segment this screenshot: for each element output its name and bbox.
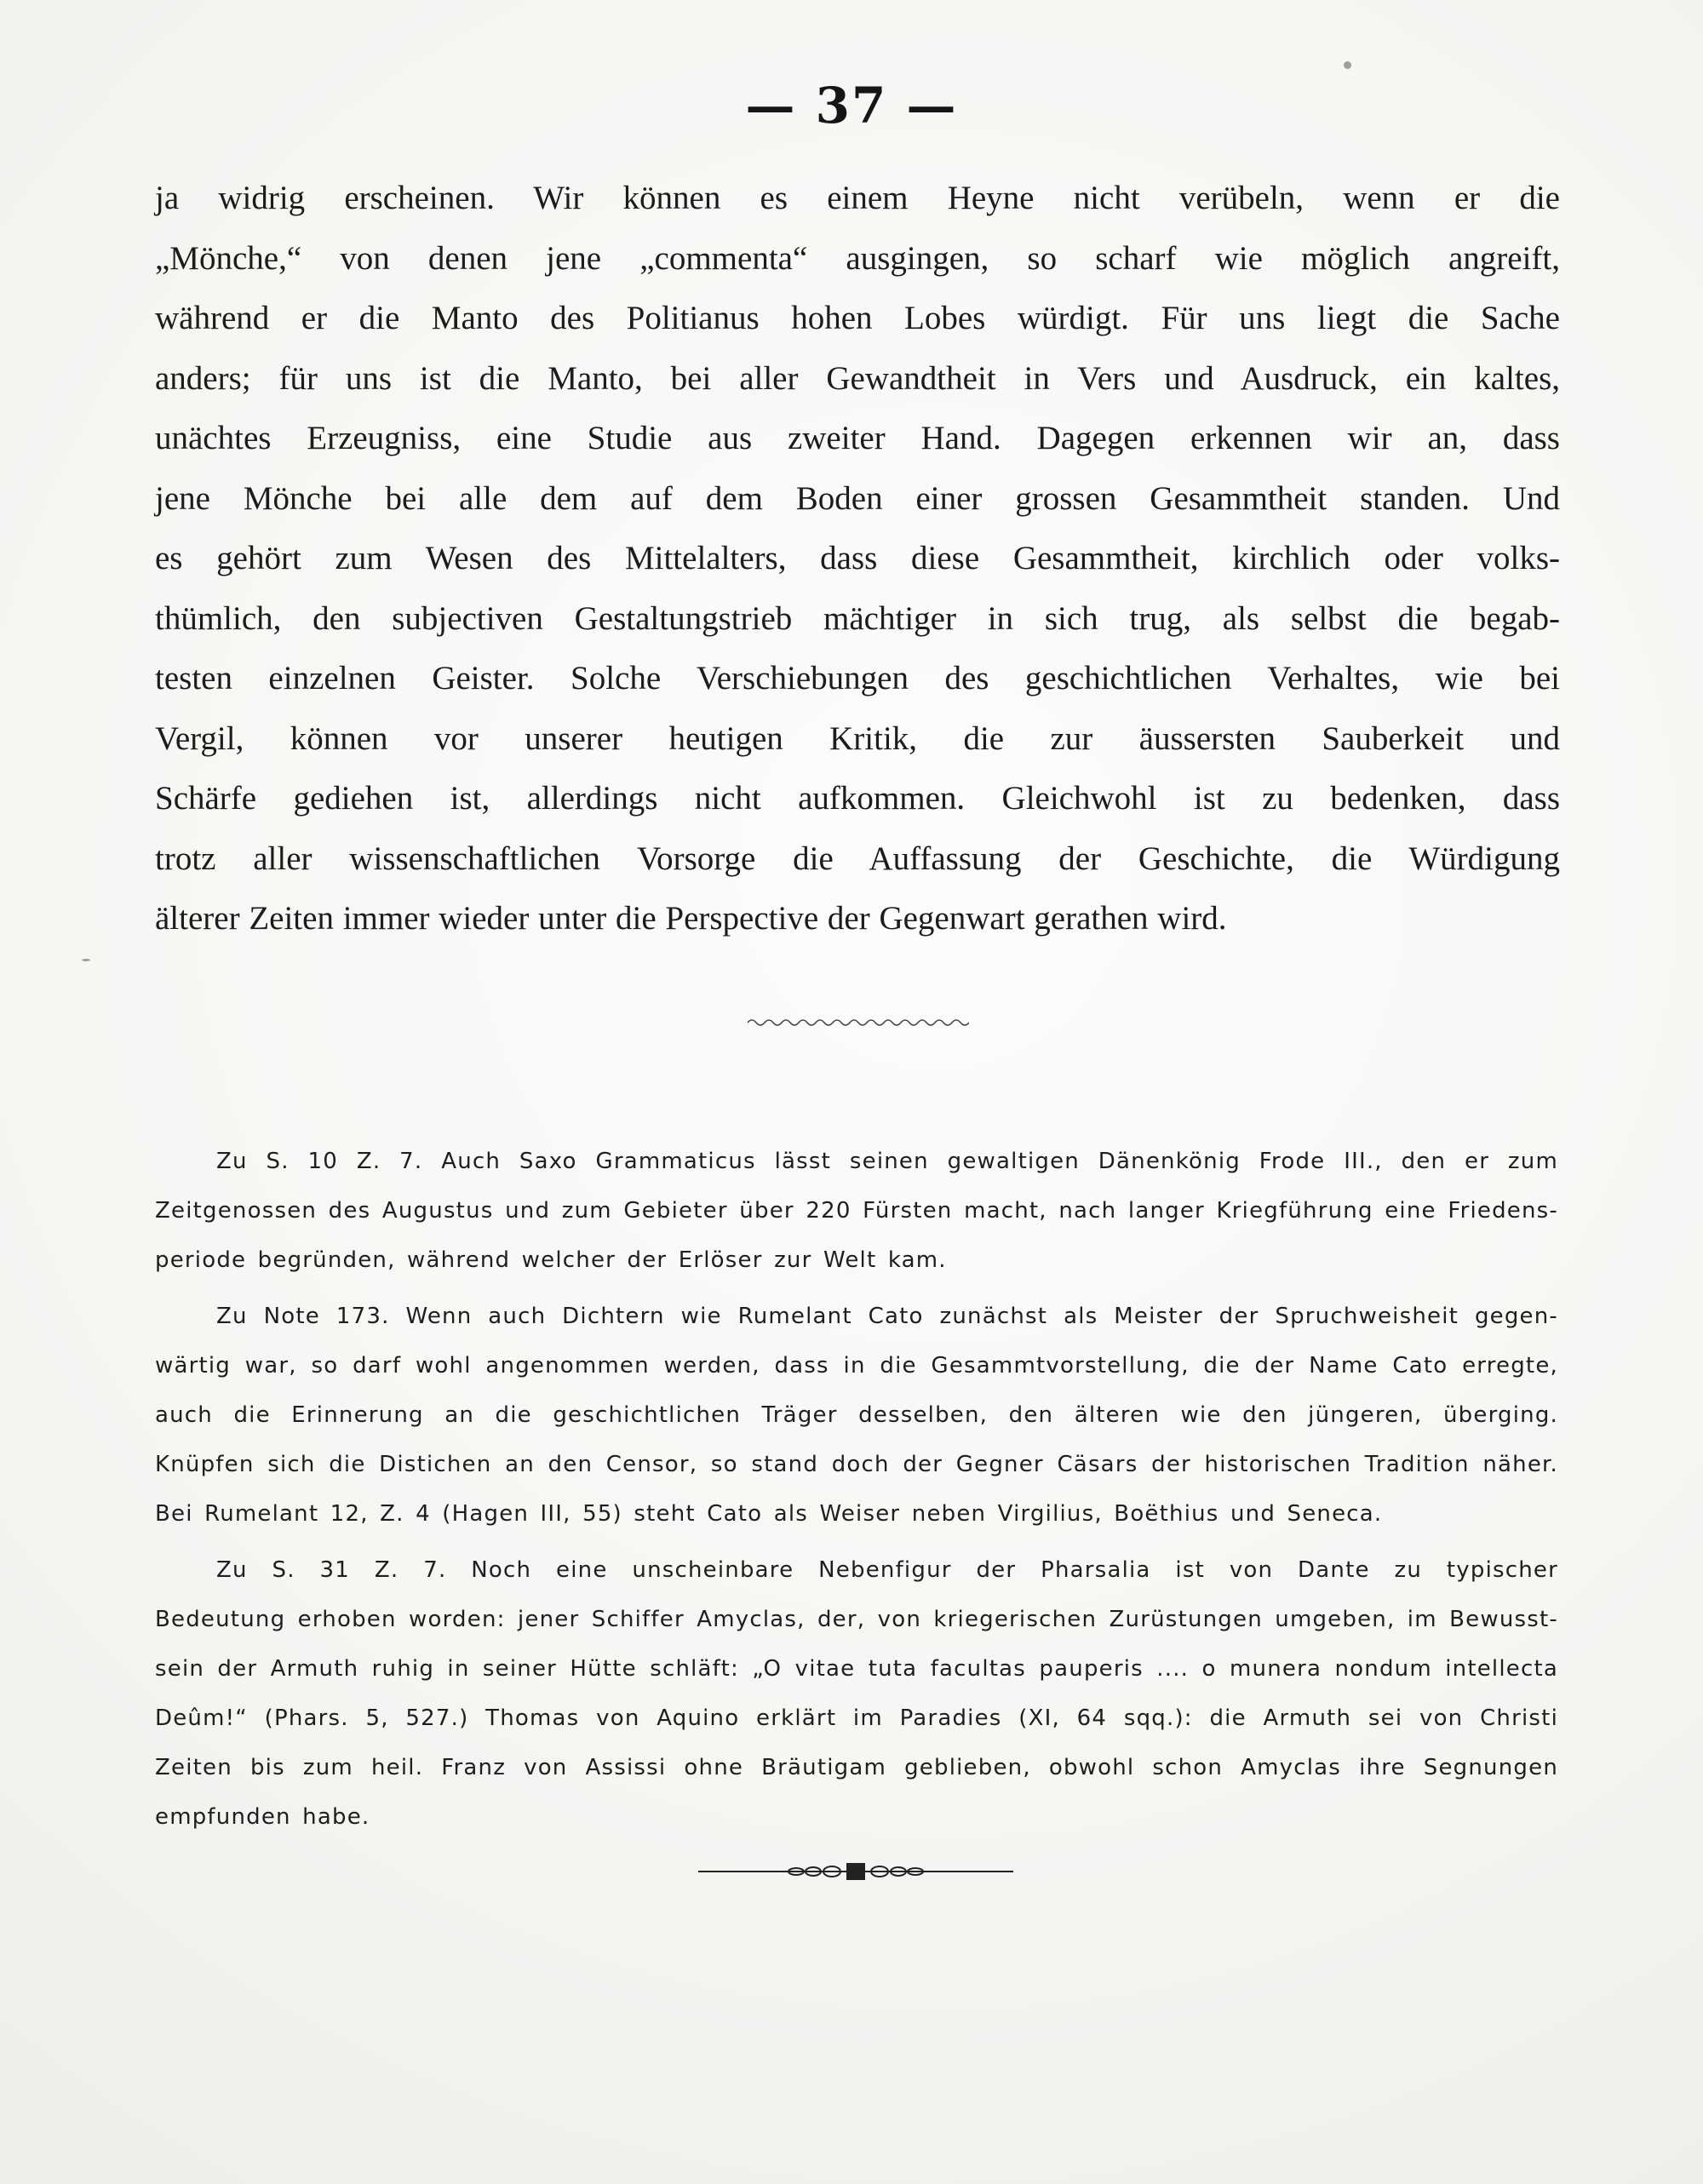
footnote [155,1137,1558,1285]
body-line: testen einzelnen Geister. Solche Verschiebungen des geschichtlichen Verhaltes, wie bei [155,660,1560,696]
footnote-line: Bei Rumelant 12, Z. 4 (Hagen III, 55) steht Cato als Weiser neben Virgilius, Boëthius und Seneca. [155,1501,1383,1527]
footnote-line: Knüpfen sich die Distichen an den Censor, so stand doch der Gegner Cäsars der historischen Tradition näher. [155,1452,1558,1477]
footnote-line: Zeiten bis zum heil. Franz von Assissi ohne Bräutigam geblieben, obwohl schon Amyclas ihre Segnungen [155,1755,1558,1780]
paper-speck [82,959,90,961]
footnote-line: Deûm!“ (Phars. 5, 527.) Thomas von Aquino erklärt im Paradies (XI, 64 sqq.): die Armuth sei von Christi [155,1705,1558,1731]
footnote-line: auch die Erinnerung an die geschichtlichen Träger desselben, den älteren wie den jüngeren, überging. [155,1402,1558,1428]
main-body-text [155,169,1560,949]
body-line: ja widrig erscheinen. Wir können es einem Heyne nicht verübeln, wenn er die [155,180,1560,216]
body-line: „Mönche,“ von denen jene „commenta“ ausgingen, so scharf wie möglich angreift, [155,239,1560,277]
footnote-line: Zu S. 31 Z. 7. Noch eine unscheinbare Nebenfigur der Pharsalia ist von Dante zu typischer [216,1557,1558,1583]
body-line: unächtes Erzeugniss, eine Studie aus zweiter Hand. Dagegen erkennen wir an, dass [155,420,1560,456]
footnote [155,1545,1558,1842]
body-line: es gehört zum Wesen des Mittelalters, dass diese Gesammtheit, kirchlich oder volks- [155,540,1560,576]
body-line: thümlich, den subjectiven Gestaltungstrieb mächtiger in sich trug, als selbst die begab- [155,599,1560,637]
page-number: — 37 — [745,77,958,135]
body-line: Vergil, können vor unserer heutigen Kritik, die zur äussersten Sauberkeit und [155,719,1560,757]
wavy-divider [748,1015,969,1030]
footnote-line: wärtig war, so darf wohl angenommen werden, dass in die Gesammtvorstellung, die der Name Cato erregte, [155,1353,1558,1379]
footnotes [155,1137,1558,1849]
footnote-line: Zeitgenossen des Augustus und zum Gebieter über 220 Fürsten macht, nach langer Kriegführung eine Friedens- [155,1198,1558,1224]
body-line: älterer Zeiten immer wieder unter die Perspective der Gegenwart gerathen wird. [155,900,1227,937]
body-line: während er die Manto des Politianus hohen Lobes würdigt. Für uns liegt die Sache [155,300,1560,336]
footnote-line: empfunden habe. [155,1804,370,1830]
footnote-line: periode begründen, während welcher der Erlöser zur Welt kam. [155,1247,947,1273]
body-line: trotz aller wissenschaftlichen Vorsorge die Auffassung der Geschichte, die Würdigung [155,840,1560,877]
footnote-line: Zu Note 173. Wenn auch Dichtern wie Rumelant Cato zunächst als Meister der Spruchweisheit gegen- [216,1304,1558,1329]
footnote-line: Zu S. 10 Z. 7. Auch Saxo Grammaticus lässt seinen gewaltigen Dänenkönig Frode III., den er zum [216,1149,1558,1174]
end-ornament [698,1856,1013,1887]
body-line: Schärfe gediehen ist, allerdings nicht aufkommen. Gleichwohl ist zu bedenken, dass [155,780,1560,817]
paper-speck [1344,61,1351,69]
body-line: anders; für uns ist die Manto, bei aller Gewandtheit in Vers und Ausdruck, ein kaltes, [155,359,1560,397]
footnote [155,1292,1558,1539]
body-line: jene Mönche bei alle dem auf dem Boden einer grossen Gesammtheit standen. Und [155,479,1560,517]
footnote-line: sein der Armuth ruhig in seiner Hütte schläft: „O vitae tuta facultas pauperis .... o munera nondum intellecta [155,1656,1558,1682]
footnote-line: Bedeutung erhoben worden: jener Schiffer Amyclas, der, von kriegerischen Zurüstungen umgeben, im Bewusst- [155,1607,1558,1632]
